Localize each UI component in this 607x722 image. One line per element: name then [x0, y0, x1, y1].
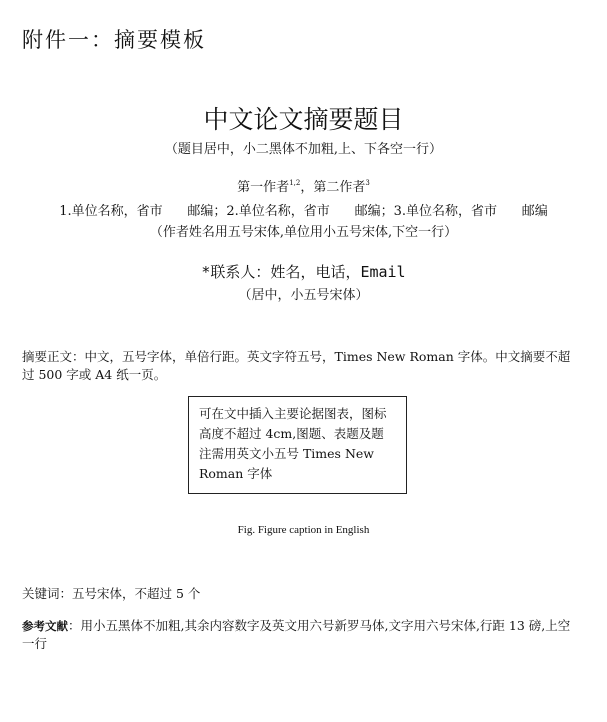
first-author: 第一作者 — [237, 180, 290, 195]
references — [22, 617, 582, 653]
attachment-title: 附件一：摘要模板 — [22, 28, 206, 52]
figure-placeholder-box: 可在文中插入主要论据图表，图标高度不超过 4cm,图题、表题及题注需用英文小五号 Times New Roman 字体 — [188, 396, 407, 494]
references-label: 参考文献 — [22, 619, 68, 633]
contact-note: （居中，小五号宋体） — [238, 288, 369, 303]
second-author-superscript: 3 — [365, 179, 370, 187]
abstract-body: 摘要正文：中文，五号字体，单倍行距。英文字符五号，Times New Roman 字体。中文摘要不超过 500 字或 A4 纸一页。 — [22, 349, 571, 382]
second-author: 第二作者 — [313, 180, 366, 195]
references-text: ：用小五黑体不加粗,其余内容数字及英文用六号新罗马体,文字用六号宋体,行距 13 磅,上空一行 — [22, 618, 571, 651]
author-note: （作者姓名用五号宋体,单位用小五号宋体,下空一行） — [149, 225, 458, 240]
title-note: （题目居中，小二黑体不加粗,上、下各空一行） — [164, 142, 443, 157]
author-separator: ， — [300, 180, 314, 195]
figure-caption: Fig. Figure caption in English — [237, 524, 370, 536]
contact-line: *联系人：姓名，电话，Email — [201, 263, 406, 281]
keywords: 关键词：五号宋体，不超过 5 个 — [22, 586, 201, 601]
first-author-superscript: 1,2 — [289, 179, 301, 187]
paper-title: 中文论文摘要题目 — [203, 105, 404, 134]
affiliations: 1.单位名称，省市 邮编；2.单位名称，省市 邮编；3.单位名称，省市 邮编 — [59, 204, 548, 219]
author-line — [0, 176, 607, 195]
